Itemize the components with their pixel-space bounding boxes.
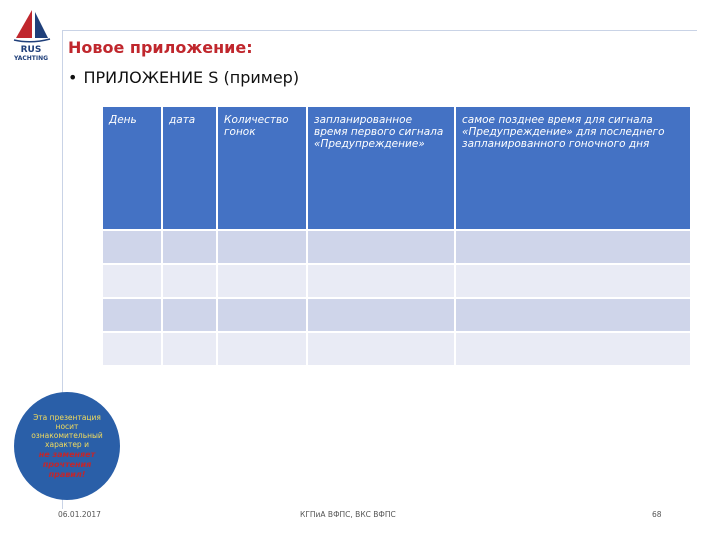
slide-subtitle (68, 68, 299, 87)
table-cell (162, 230, 217, 264)
table-row (102, 230, 691, 264)
table-cell (307, 332, 455, 366)
table-cell (102, 298, 162, 332)
logo-text-rus: RUS (20, 45, 42, 55)
table-cell (102, 230, 162, 264)
disclaimer-warning: не заменяет прочтения правил! (38, 449, 96, 479)
table-cell (455, 264, 691, 298)
footer-page-number: 68 (652, 510, 662, 519)
table-cell (217, 298, 307, 332)
table-header-row (102, 106, 691, 230)
table-cell (455, 298, 691, 332)
table-cell (162, 332, 217, 366)
table-cell (102, 332, 162, 366)
slide-title: Новое приложение: (68, 38, 253, 57)
sail-blue-shape (35, 12, 48, 38)
table-cell (455, 230, 691, 264)
logo-text-yachting: YACHTING (13, 55, 49, 62)
table-cell (217, 332, 307, 366)
disclaimer-badge (14, 392, 120, 500)
table-cell (102, 264, 162, 298)
header-latest-warning-time: самое позднее время для сигнала «Предупреждение» для последнего запланированного гоночного дня (455, 106, 691, 230)
table-cell (162, 264, 217, 298)
sail-red-shape (16, 10, 32, 38)
table-cell (307, 230, 455, 264)
schedule-table (101, 105, 692, 367)
footer-organization: КГПиА ВФПС, ВКС ВФПС (300, 510, 396, 519)
table-cell (455, 332, 691, 366)
table-cell (217, 230, 307, 264)
disclaimer-text: Эта презентация носит ознакомительный характер и (31, 412, 103, 449)
subtitle-bullet: • (68, 68, 78, 87)
table-cell (162, 298, 217, 332)
rus-yachting-logo (6, 8, 56, 66)
header-day: День (102, 106, 162, 230)
header-date: дата (162, 106, 217, 230)
table-row (102, 298, 691, 332)
sail-swoosh-shape (14, 39, 50, 42)
table-row (102, 264, 691, 298)
table-cell (307, 298, 455, 332)
footer-date: 06.01.2017 (58, 510, 101, 519)
header-first-warning-time: запланированное время первого сигнала «Предупреждение» (307, 106, 455, 230)
subtitle-text: ПРИЛОЖЕНИЕ S (пример) (83, 68, 300, 87)
table-cell (307, 264, 455, 298)
header-race-count: Количество гонок (217, 106, 307, 230)
table-row (102, 332, 691, 366)
table-cell (217, 264, 307, 298)
